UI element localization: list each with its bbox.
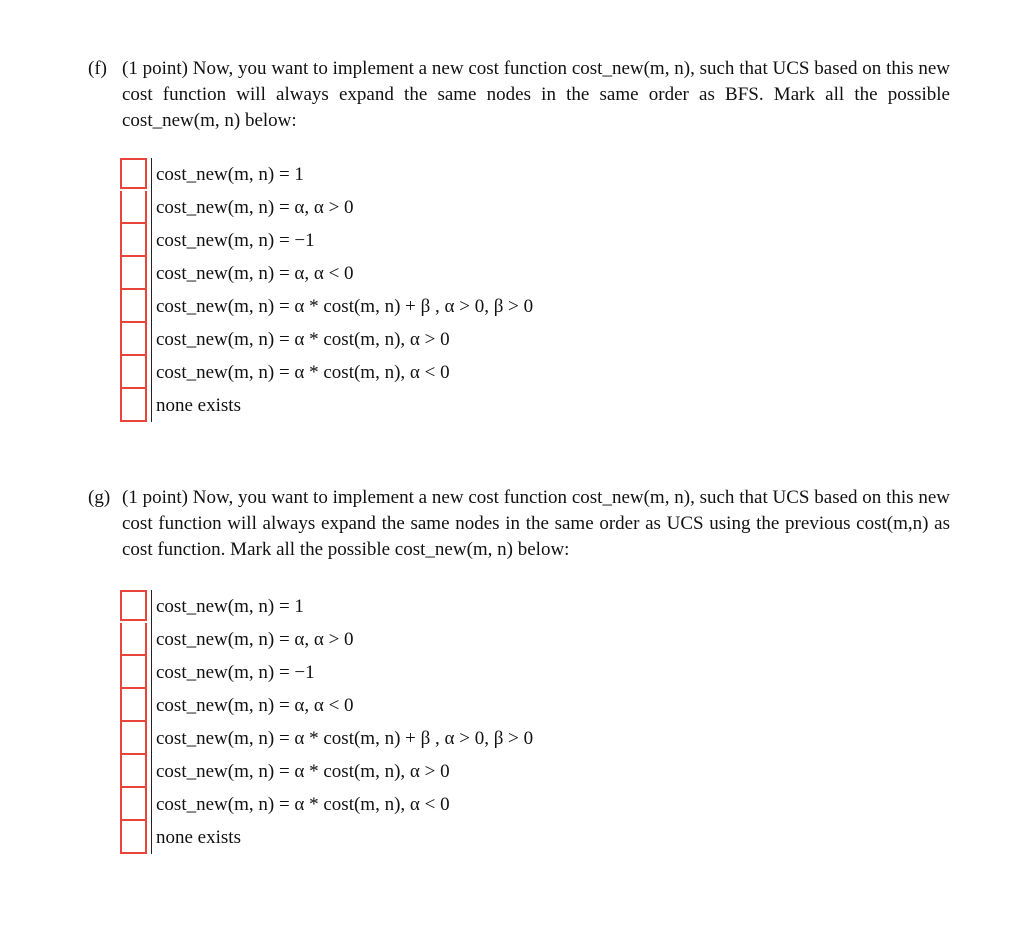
option-label: cost_new(m, n) = 1 [151,590,304,623]
option-row[interactable] [120,290,533,323]
checkbox[interactable] [120,191,147,224]
option-row[interactable] [120,656,533,689]
option-label: cost_new(m, n) = −1 [151,656,315,689]
option-label: cost_new(m, n) = α * cost(m, n), α < 0 [151,788,450,821]
question-text: (1 point) Now, you want to implement a new cost function cost_new(m, n), such that UCS based on this new cost function will always expand the same nodes in the same order as UCS using the previous cost(m,n) as cost function. Mark all the possible cost_new(m, n) below: [122,487,950,560]
option-row[interactable] [120,722,533,755]
option-row[interactable] [120,158,533,191]
question-label: (g) [88,487,111,508]
option-row[interactable] [120,356,533,389]
option-label: cost_new(m, n) = α * cost(m, n), α > 0 [151,323,450,356]
option-label: cost_new(m, n) = 1 [151,158,304,191]
option-row[interactable] [120,224,533,257]
checkbox[interactable] [120,356,147,389]
checkbox[interactable] [120,623,147,656]
option-row[interactable] [120,389,533,422]
checkbox[interactable] [120,722,147,755]
checkbox[interactable] [120,224,147,257]
option-row[interactable] [120,323,533,356]
option-row[interactable] [120,788,533,821]
option-label: none exists [151,389,241,422]
options-list-f [120,158,533,422]
option-label: cost_new(m, n) = α, α > 0 [151,623,354,656]
checkbox[interactable] [120,788,147,821]
option-row[interactable] [120,623,533,656]
option-label: cost_new(m, n) = α, α > 0 [151,191,354,224]
checkbox[interactable] [120,656,147,689]
option-row[interactable] [120,257,533,290]
checkbox[interactable] [120,689,147,722]
option-label: cost_new(m, n) = α, α < 0 [151,257,354,290]
checkbox[interactable] [120,389,147,422]
checkbox[interactable] [120,257,147,290]
checkbox[interactable] [120,158,147,189]
option-row[interactable] [120,590,533,623]
checkbox[interactable] [120,821,147,854]
checkbox[interactable] [120,590,147,621]
option-label: cost_new(m, n) = α * cost(m, n), α > 0 [151,755,450,788]
checkbox[interactable] [120,755,147,788]
option-row[interactable] [120,821,533,854]
option-label: cost_new(m, n) = α * cost(m, n) + β , α > 0, β > 0 [151,290,533,323]
option-label: cost_new(m, n) = α * cost(m, n), α < 0 [151,356,450,389]
question-label: (f) [88,58,107,79]
question-g [88,485,950,563]
option-label: cost_new(m, n) = α, α < 0 [151,689,354,722]
options-list-g [120,590,533,854]
question-f [88,56,950,134]
question-text: (1 point) Now, you want to implement a new cost function cost_new(m, n), such that UCS based on this new cost function will always expand the same nodes in the same order as BFS. Mark all the possible cost_new(m, n) below: [122,58,950,131]
checkbox[interactable] [120,323,147,356]
option-label: none exists [151,821,241,854]
option-row[interactable] [120,755,533,788]
option-row[interactable] [120,689,533,722]
option-label: cost_new(m, n) = −1 [151,224,315,257]
option-row[interactable] [120,191,533,224]
checkbox[interactable] [120,290,147,323]
option-label: cost_new(m, n) = α * cost(m, n) + β , α > 0, β > 0 [151,722,533,755]
